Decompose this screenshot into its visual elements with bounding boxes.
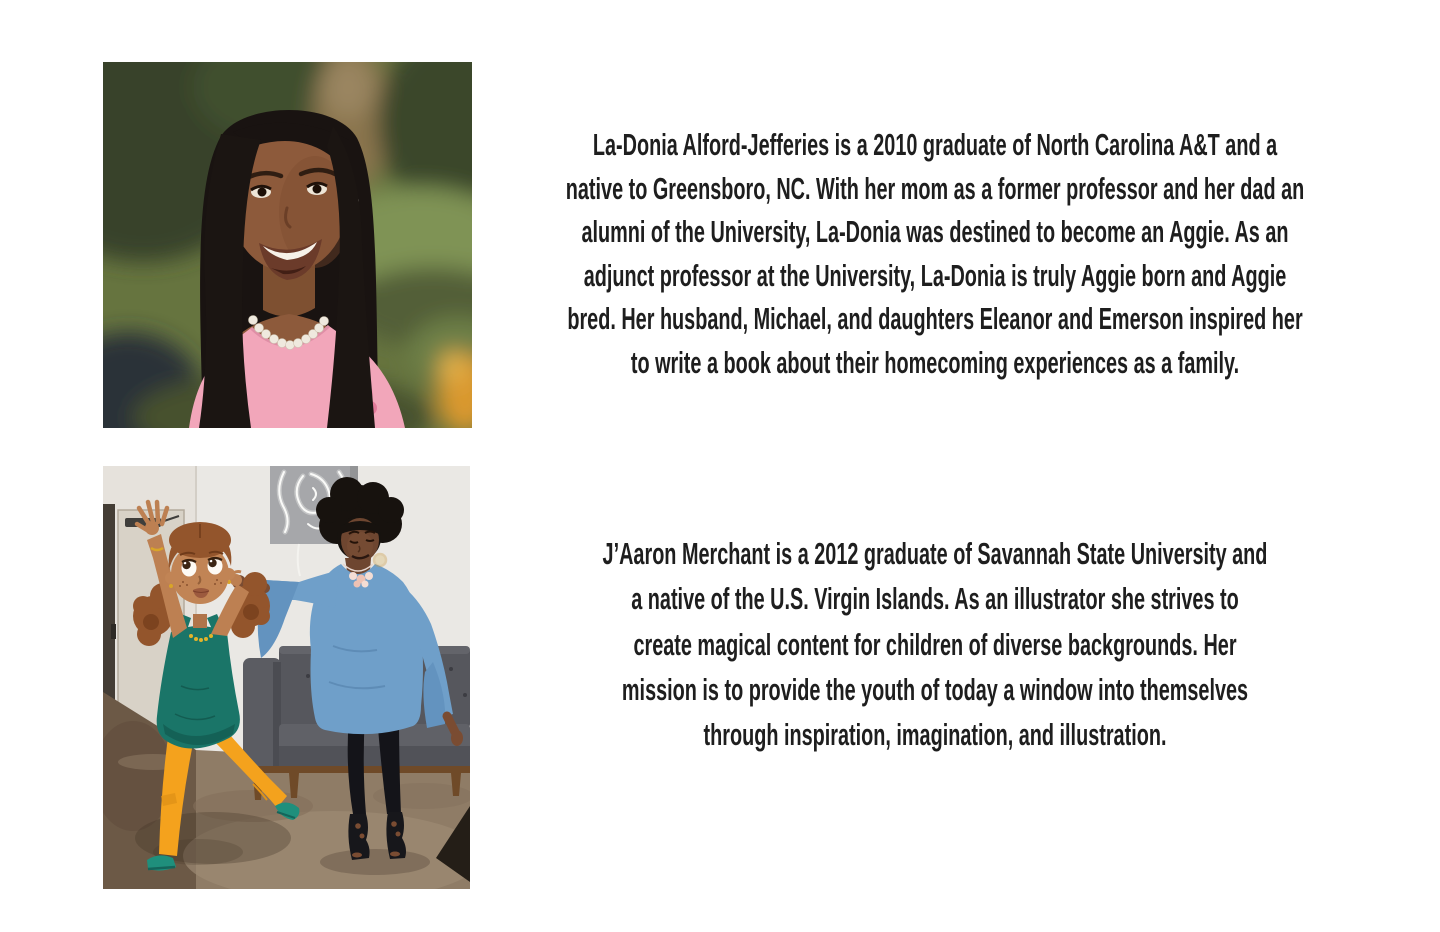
bio-line: bred. Her husband, Michael, and daughters Eleanor and Emerson inspired her	[567, 301, 1303, 337]
la-donia-bio	[532, 123, 1338, 385]
bio-line: through inspiration, imagination, and illustration.	[703, 717, 1167, 753]
bio-line: mission is to provide the youth of today a window into themselves	[621, 671, 1249, 707]
bio-line: create magical content for children of diverse backgrounds. Her	[633, 626, 1237, 662]
jaaron-bio	[532, 531, 1338, 757]
bio-line: alumni of the University, La-Donia was destined to become an Aggie. As an	[581, 214, 1289, 250]
la-donia-portrait-photo	[103, 62, 472, 428]
bio-line: J’Aaron Merchant is a 2012 graduate of Savannah State University and	[602, 536, 1268, 571]
earring	[374, 554, 386, 566]
bio-line: a native of the U.S. Virgin Islands. As an illustrator she strives to	[631, 581, 1239, 617]
bio-line: to write a book about their homecoming experiences as a family.	[630, 344, 1240, 380]
bio-line: native to Greensboro, NC. With her mom as a former professor and her dad an	[565, 170, 1305, 206]
bio-line: adjunct professor at the University, La-Donia is truly Aggie born and Aggie	[583, 257, 1287, 293]
portrait-illustration	[103, 62, 472, 428]
studio-scene-illustration	[103, 466, 470, 889]
jaaron-photo-with-cartoon-girl	[103, 466, 470, 889]
bio-line: La-Donia Alford-Jefferies is a 2010 graduate of North Carolina A&T and a	[592, 127, 1278, 162]
